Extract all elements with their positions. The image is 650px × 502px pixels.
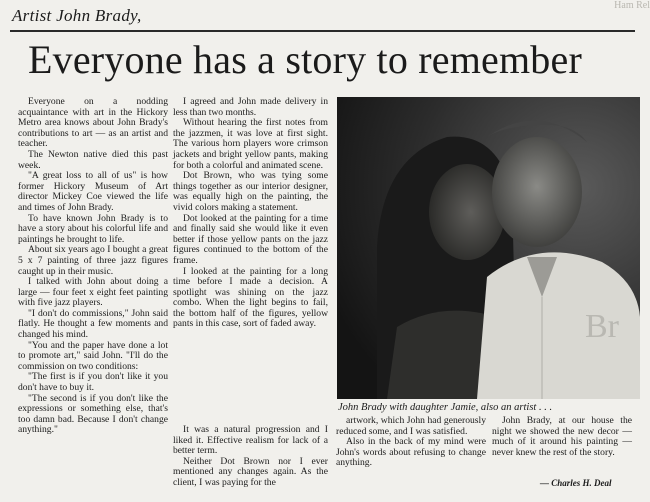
svg-text:Br: Br [585, 308, 619, 345]
article-column-2 [173, 97, 328, 330]
kicker-rule [10, 30, 635, 32]
paragraph: Everyone on a nodding acquaintance with art in the Hickory Metro area knows about John Brady's contributions to art — as an artist and teacher. [18, 96, 168, 150]
photo-image [337, 97, 640, 399]
byline: — Charles H. Deal [540, 478, 612, 488]
article-column-3 [336, 416, 486, 469]
paragraph: I agreed and John made delivery in less than two months. [173, 96, 328, 118]
paragraph: "I don't do commissions," John said flatly. He thought a few moments and changed his mind. [18, 307, 168, 341]
kicker: Artist John Brady, [12, 6, 142, 25]
article-column-4 [492, 416, 632, 458]
paragraph: Dot looked at the painting for a time and finally said she would like it even better if those yellow pants on the jazz figures continued to the bottom of the frame. [173, 212, 328, 266]
paragraph: I talked with John about doing a large — four feet x eight feet painting with five jazz players. [18, 276, 168, 309]
photo-caption: John Brady with daughter Jamie, also an artist . . . [338, 402, 553, 413]
paragraph: To have known John Brady is to have a story about his colorful life and paintings he brought to life. [18, 212, 168, 245]
paragraph: Neither Dot Brown nor I ever mentioned any changes again. As the client, I was paying for the [173, 455, 328, 488]
paragraph: It was a natural progression and I liked it. Effective realism for lack of a better term. [173, 424, 328, 457]
paragraph: "A great loss to all of us" is how former Hickory Museum of Art director Mickey Coe viewed the life and times of John Brady. [18, 170, 168, 213]
headline: Everyone has a story to remember [28, 37, 582, 82]
paragraph: "The first is if you don't like it you don't have to buy it. [18, 371, 168, 394]
paragraph: artwork, which John had generously reduced some, and I was satisfied. [336, 415, 486, 437]
faded-masthead-text: Ham Rel [614, 0, 650, 11]
article-column-2-continued [173, 425, 328, 489]
paragraph: Also in the back of my mind were John's words about refusing to change anything. [336, 436, 486, 469]
paragraph: John Brady, at our house the night we showed the new decor — much of it around his painting — never knew the rest of the story. [492, 415, 632, 458]
article-column-1 [18, 97, 168, 436]
photo-john-brady-and-daughter [337, 97, 640, 399]
paragraph: About six years ago I bought a great 5 x 7 painting of three jazz figures caught up in their music. [18, 244, 168, 277]
paragraph: I looked at the painting for a long time before I made a decision. A spotlight was shining on the jazz combo. When the light begins to fail, the bottom half of the figures, yellow pants in this case, sort of faded away. [173, 265, 328, 330]
paragraph: Dot Brown, who was tying some things together as our interior designer, was equally high on the painting, the vivid colors making a statement. [173, 170, 328, 213]
paragraph: Without hearing the first notes from the jazzmen, it was love at first sight. The various horn players wore crimson jackets and bright yellow pants, making for both a colorful and animated scene. [173, 117, 328, 171]
paragraph: The Newton native died this past week. [18, 148, 168, 171]
paragraph: "The second is if you don't like the expressions or something else, that's too damn bad. Because I don't change anything." [18, 392, 168, 436]
paragraph: "You and the paper have done a lot to promote art," said John. "I'll do the commission on two conditions: [18, 339, 168, 372]
